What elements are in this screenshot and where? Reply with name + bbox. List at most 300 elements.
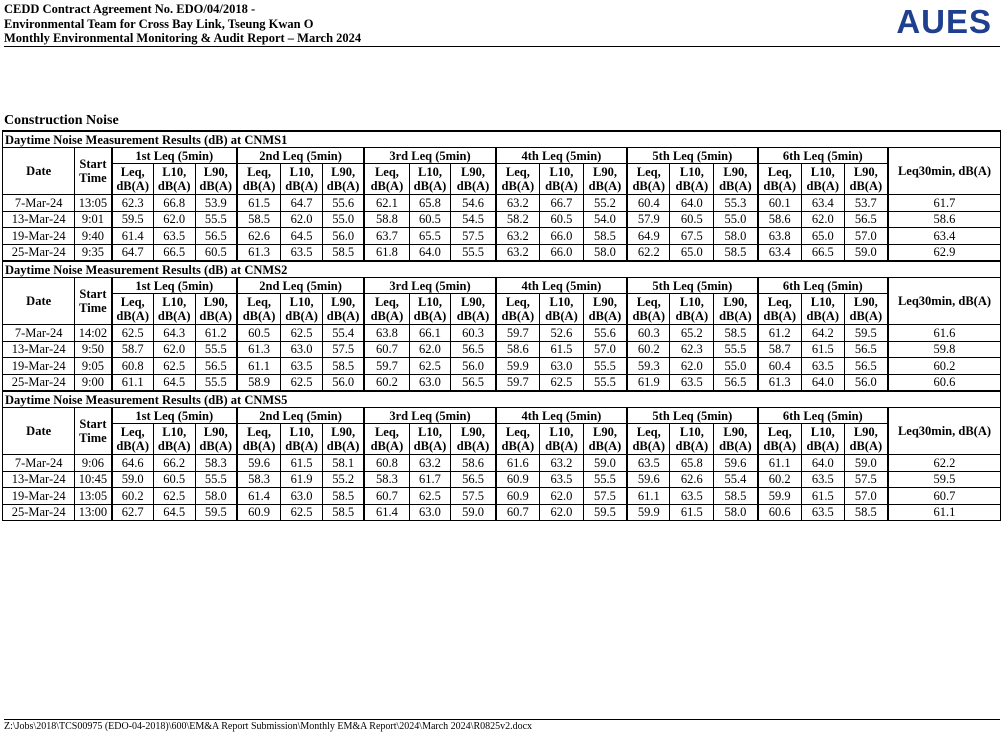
value-cell: 65.8 bbox=[670, 455, 714, 472]
sub-l10-header: L10, dB(A) bbox=[801, 424, 844, 455]
table-row bbox=[3, 504, 1001, 521]
value-cell: 60.9 bbox=[496, 471, 540, 488]
value-cell: 59.0 bbox=[583, 455, 627, 472]
value-cell: 60.9 bbox=[496, 488, 540, 505]
value-cell: 64.0 bbox=[801, 374, 844, 391]
value-cell: 66.5 bbox=[801, 244, 844, 261]
table-title-row bbox=[3, 131, 1001, 148]
value-cell: 61.1 bbox=[112, 374, 154, 391]
value-cell: 55.5 bbox=[451, 244, 496, 261]
time-cell: 9:00 bbox=[75, 374, 112, 391]
date-header: Date bbox=[3, 408, 75, 455]
sub-leq-header: Leq, dB(A) bbox=[364, 424, 409, 455]
value-cell: 59.5 bbox=[844, 325, 888, 342]
value-cell: 59.6 bbox=[627, 471, 670, 488]
sub-l90-header: L90, dB(A) bbox=[322, 164, 364, 195]
value-cell: 65.5 bbox=[409, 228, 451, 245]
sub-l10-header: L10, dB(A) bbox=[409, 294, 451, 325]
leq-group-header: 3rd Leq (5min) bbox=[364, 148, 495, 164]
leq30-cell: 61.1 bbox=[888, 504, 1001, 521]
value-cell: 61.5 bbox=[801, 488, 844, 505]
value-cell: 61.4 bbox=[364, 504, 409, 521]
sub-l10-header: L10, dB(A) bbox=[153, 424, 195, 455]
value-cell: 60.8 bbox=[112, 358, 154, 375]
value-cell: 64.7 bbox=[112, 244, 154, 261]
value-cell: 61.5 bbox=[237, 195, 281, 212]
value-cell: 63.0 bbox=[281, 488, 323, 505]
value-cell: 63.2 bbox=[409, 455, 451, 472]
sub-header-row bbox=[3, 424, 1001, 455]
leq30-cell: 60.6 bbox=[888, 374, 1001, 391]
value-cell: 58.3 bbox=[364, 471, 409, 488]
sub-leq-header: Leq, dB(A) bbox=[237, 164, 281, 195]
sub-l10-header: L10, dB(A) bbox=[670, 164, 714, 195]
leq30-cell: 61.7 bbox=[888, 195, 1001, 212]
section-title: Construction Noise bbox=[4, 113, 119, 128]
table-title: Daytime Noise Measurement Results (dB) at CNMS5 bbox=[3, 391, 1001, 408]
value-cell: 62.0 bbox=[540, 504, 584, 521]
value-cell: 60.7 bbox=[364, 341, 409, 358]
table-row bbox=[3, 244, 1001, 261]
value-cell: 63.8 bbox=[758, 228, 802, 245]
value-cell: 56.0 bbox=[322, 374, 364, 391]
value-cell: 56.5 bbox=[844, 341, 888, 358]
value-cell: 61.3 bbox=[237, 244, 281, 261]
start-time-header: Start Time bbox=[75, 148, 112, 195]
leq-group-header: 6th Leq (5min) bbox=[758, 148, 888, 164]
sub-l10-header: L10, dB(A) bbox=[670, 424, 714, 455]
sub-leq-header: Leq, dB(A) bbox=[496, 424, 540, 455]
value-cell: 58.7 bbox=[112, 341, 154, 358]
leq-group-header: 2nd Leq (5min) bbox=[237, 408, 364, 424]
table-row bbox=[3, 488, 1001, 505]
table-row bbox=[3, 195, 1001, 212]
value-cell: 60.2 bbox=[112, 488, 154, 505]
sub-l10-header: L10, dB(A) bbox=[540, 164, 584, 195]
value-cell: 60.3 bbox=[451, 325, 496, 342]
value-cell: 59.7 bbox=[496, 325, 540, 342]
value-cell: 58.5 bbox=[714, 488, 758, 505]
value-cell: 55.5 bbox=[195, 211, 237, 228]
header-line-report: Monthly Environmental Monitoring & Audit Report – March 2024 bbox=[4, 31, 362, 45]
value-cell: 63.5 bbox=[627, 455, 670, 472]
leq-group-header: 4th Leq (5min) bbox=[496, 148, 627, 164]
header-row bbox=[3, 148, 1001, 164]
value-cell: 59.0 bbox=[451, 504, 496, 521]
sub-l10-header: L10, dB(A) bbox=[409, 164, 451, 195]
value-cell: 63.0 bbox=[409, 504, 451, 521]
date-cell: 7-Mar-24 bbox=[3, 195, 75, 212]
value-cell: 61.5 bbox=[281, 455, 323, 472]
value-cell: 66.1 bbox=[409, 325, 451, 342]
sub-leq-header: Leq, dB(A) bbox=[627, 164, 670, 195]
sub-l10-header: L10, dB(A) bbox=[281, 424, 323, 455]
value-cell: 56.0 bbox=[451, 358, 496, 375]
table-row bbox=[3, 228, 1001, 245]
value-cell: 59.9 bbox=[758, 488, 802, 505]
sub-l10-header: L10, dB(A) bbox=[540, 424, 584, 455]
value-cell: 63.4 bbox=[758, 244, 802, 261]
value-cell: 63.5 bbox=[801, 471, 844, 488]
value-cell: 64.2 bbox=[801, 325, 844, 342]
sub-l90-header: L90, dB(A) bbox=[322, 294, 364, 325]
value-cell: 57.0 bbox=[583, 341, 627, 358]
value-cell: 60.4 bbox=[627, 195, 670, 212]
sub-leq-header: Leq, dB(A) bbox=[237, 424, 281, 455]
value-cell: 58.6 bbox=[496, 341, 540, 358]
sub-l90-header: L90, dB(A) bbox=[451, 424, 496, 455]
leq30-cell: 59.5 bbox=[888, 471, 1001, 488]
value-cell: 61.7 bbox=[409, 471, 451, 488]
sub-l90-header: L90, dB(A) bbox=[714, 294, 758, 325]
value-cell: 55.4 bbox=[714, 471, 758, 488]
sub-leq-header: Leq, dB(A) bbox=[758, 294, 802, 325]
time-cell: 9:40 bbox=[75, 228, 112, 245]
value-cell: 62.0 bbox=[540, 488, 584, 505]
value-cell: 57.9 bbox=[627, 211, 670, 228]
sub-l10-header: L10, dB(A) bbox=[670, 294, 714, 325]
sub-leq-header: Leq, dB(A) bbox=[112, 164, 154, 195]
leq30-cell: 60.2 bbox=[888, 358, 1001, 375]
value-cell: 64.5 bbox=[153, 374, 195, 391]
value-cell: 63.0 bbox=[540, 358, 584, 375]
leq30-cell: 62.9 bbox=[888, 244, 1001, 261]
sub-leq-header: Leq, dB(A) bbox=[364, 164, 409, 195]
value-cell: 60.2 bbox=[627, 341, 670, 358]
sub-leq-header: Leq, dB(A) bbox=[112, 424, 154, 455]
value-cell: 60.1 bbox=[758, 195, 802, 212]
value-cell: 53.9 bbox=[195, 195, 237, 212]
date-cell: 7-Mar-24 bbox=[3, 325, 75, 342]
value-cell: 58.0 bbox=[714, 504, 758, 521]
value-cell: 61.1 bbox=[627, 488, 670, 505]
sub-l90-header: L90, dB(A) bbox=[583, 424, 627, 455]
value-cell: 57.5 bbox=[322, 341, 364, 358]
table-title: Daytime Noise Measurement Results (dB) at CNMS2 bbox=[3, 261, 1001, 278]
value-cell: 62.0 bbox=[153, 341, 195, 358]
sub-l90-header: L90, dB(A) bbox=[451, 164, 496, 195]
leq30-header: Leq30min, dB(A) bbox=[888, 148, 1001, 195]
value-cell: 61.4 bbox=[112, 228, 154, 245]
value-cell: 54.0 bbox=[583, 211, 627, 228]
sub-leq-header: Leq, dB(A) bbox=[758, 424, 802, 455]
value-cell: 59.5 bbox=[583, 504, 627, 521]
value-cell: 58.5 bbox=[237, 211, 281, 228]
leq30-cell: 61.6 bbox=[888, 325, 1001, 342]
value-cell: 64.0 bbox=[670, 195, 714, 212]
value-cell: 56.5 bbox=[451, 374, 496, 391]
leq30-header: Leq30min, dB(A) bbox=[888, 278, 1001, 325]
value-cell: 63.5 bbox=[281, 244, 323, 261]
time-cell: 9:50 bbox=[75, 341, 112, 358]
value-cell: 60.8 bbox=[364, 455, 409, 472]
value-cell: 61.1 bbox=[237, 358, 281, 375]
time-cell: 13:05 bbox=[75, 195, 112, 212]
header-line-team: Environmental Team for Cross Bay Link, Tseung Kwan O bbox=[4, 16, 314, 31]
value-cell: 55.2 bbox=[583, 195, 627, 212]
start-time-header: Start Time bbox=[75, 278, 112, 325]
table-row bbox=[3, 374, 1001, 391]
value-cell: 59.5 bbox=[112, 211, 154, 228]
value-cell: 57.5 bbox=[583, 488, 627, 505]
value-cell: 59.7 bbox=[496, 374, 540, 391]
value-cell: 62.0 bbox=[281, 211, 323, 228]
value-cell: 55.6 bbox=[322, 195, 364, 212]
value-cell: 60.4 bbox=[758, 358, 802, 375]
value-cell: 63.8 bbox=[364, 325, 409, 342]
sub-l10-header: L10, dB(A) bbox=[801, 294, 844, 325]
leq-group-header: 5th Leq (5min) bbox=[627, 408, 757, 424]
value-cell: 59.7 bbox=[364, 358, 409, 375]
header-row bbox=[3, 278, 1001, 294]
value-cell: 56.5 bbox=[714, 374, 758, 391]
value-cell: 60.2 bbox=[364, 374, 409, 391]
sub-leq-header: Leq, dB(A) bbox=[237, 294, 281, 325]
value-cell: 62.5 bbox=[153, 488, 195, 505]
value-cell: 60.7 bbox=[364, 488, 409, 505]
value-cell: 54.6 bbox=[451, 195, 496, 212]
value-cell: 66.0 bbox=[540, 244, 584, 261]
value-cell: 64.0 bbox=[409, 244, 451, 261]
value-cell: 62.5 bbox=[409, 358, 451, 375]
value-cell: 64.5 bbox=[153, 504, 195, 521]
value-cell: 61.9 bbox=[627, 374, 670, 391]
time-cell: 10:45 bbox=[75, 471, 112, 488]
value-cell: 60.5 bbox=[409, 211, 451, 228]
sub-l10-header: L10, dB(A) bbox=[409, 424, 451, 455]
sub-leq-header: Leq, dB(A) bbox=[627, 424, 670, 455]
value-cell: 59.9 bbox=[496, 358, 540, 375]
value-cell: 62.3 bbox=[670, 341, 714, 358]
leq-group-header: 5th Leq (5min) bbox=[627, 148, 757, 164]
sub-l10-header: L10, dB(A) bbox=[153, 294, 195, 325]
sub-l90-header: L90, dB(A) bbox=[195, 294, 237, 325]
page-header bbox=[4, 2, 1000, 47]
value-cell: 59.9 bbox=[627, 504, 670, 521]
value-cell: 55.5 bbox=[583, 374, 627, 391]
value-cell: 62.5 bbox=[540, 374, 584, 391]
value-cell: 62.5 bbox=[409, 488, 451, 505]
value-cell: 58.5 bbox=[844, 504, 888, 521]
value-cell: 62.1 bbox=[364, 195, 409, 212]
noise-tables bbox=[2, 130, 1001, 521]
table-title: Daytime Noise Measurement Results (dB) at CNMS1 bbox=[3, 131, 1001, 148]
sub-header-row bbox=[3, 294, 1001, 325]
sub-l10-header: L10, dB(A) bbox=[281, 294, 323, 325]
time-cell: 9:01 bbox=[75, 211, 112, 228]
value-cell: 61.2 bbox=[758, 325, 802, 342]
value-cell: 66.0 bbox=[540, 228, 584, 245]
value-cell: 66.8 bbox=[153, 195, 195, 212]
leq-group-header: 1st Leq (5min) bbox=[112, 148, 237, 164]
value-cell: 61.9 bbox=[281, 471, 323, 488]
value-cell: 56.5 bbox=[844, 358, 888, 375]
value-cell: 67.5 bbox=[670, 228, 714, 245]
value-cell: 58.5 bbox=[322, 358, 364, 375]
time-cell: 13:00 bbox=[75, 504, 112, 521]
time-cell: 9:35 bbox=[75, 244, 112, 261]
sub-l90-header: L90, dB(A) bbox=[583, 164, 627, 195]
value-cell: 61.5 bbox=[540, 341, 584, 358]
value-cell: 62.6 bbox=[670, 471, 714, 488]
date-cell: 19-Mar-24 bbox=[3, 228, 75, 245]
value-cell: 63.5 bbox=[670, 488, 714, 505]
value-cell: 58.0 bbox=[583, 244, 627, 261]
value-cell: 55.0 bbox=[714, 211, 758, 228]
value-cell: 64.6 bbox=[112, 455, 154, 472]
value-cell: 55.5 bbox=[195, 471, 237, 488]
value-cell: 58.5 bbox=[322, 244, 364, 261]
value-cell: 56.5 bbox=[451, 341, 496, 358]
value-cell: 60.3 bbox=[627, 325, 670, 342]
value-cell: 59.5 bbox=[195, 504, 237, 521]
value-cell: 63.2 bbox=[496, 195, 540, 212]
date-cell: 25-Mar-24 bbox=[3, 504, 75, 521]
value-cell: 56.0 bbox=[322, 228, 364, 245]
sub-leq-header: Leq, dB(A) bbox=[496, 164, 540, 195]
value-cell: 58.1 bbox=[322, 455, 364, 472]
value-cell: 63.5 bbox=[153, 228, 195, 245]
time-cell: 9:05 bbox=[75, 358, 112, 375]
value-cell: 61.1 bbox=[758, 455, 802, 472]
value-cell: 55.0 bbox=[322, 211, 364, 228]
value-cell: 61.5 bbox=[670, 504, 714, 521]
value-cell: 55.4 bbox=[322, 325, 364, 342]
leq-group-header: 5th Leq (5min) bbox=[627, 278, 757, 294]
value-cell: 61.8 bbox=[364, 244, 409, 261]
value-cell: 60.9 bbox=[237, 504, 281, 521]
value-cell: 66.2 bbox=[153, 455, 195, 472]
value-cell: 63.2 bbox=[496, 244, 540, 261]
value-cell: 63.5 bbox=[540, 471, 584, 488]
value-cell: 62.5 bbox=[153, 358, 195, 375]
value-cell: 59.6 bbox=[237, 455, 281, 472]
value-cell: 56.0 bbox=[844, 374, 888, 391]
value-cell: 56.5 bbox=[451, 471, 496, 488]
sub-l90-header: L90, dB(A) bbox=[322, 424, 364, 455]
sub-l90-header: L90, dB(A) bbox=[844, 164, 888, 195]
table-title-row bbox=[3, 261, 1001, 278]
value-cell: 55.0 bbox=[714, 358, 758, 375]
table-row bbox=[3, 455, 1001, 472]
value-cell: 59.6 bbox=[714, 455, 758, 472]
sub-leq-header: Leq, dB(A) bbox=[758, 164, 802, 195]
value-cell: 63.5 bbox=[281, 358, 323, 375]
value-cell: 58.5 bbox=[583, 228, 627, 245]
value-cell: 64.7 bbox=[281, 195, 323, 212]
value-cell: 58.0 bbox=[195, 488, 237, 505]
aues-logo: AUES bbox=[896, 3, 992, 40]
value-cell: 65.8 bbox=[409, 195, 451, 212]
table-row bbox=[3, 358, 1001, 375]
value-cell: 58.6 bbox=[451, 455, 496, 472]
value-cell: 63.0 bbox=[281, 341, 323, 358]
date-cell: 25-Mar-24 bbox=[3, 244, 75, 261]
value-cell: 58.5 bbox=[714, 244, 758, 261]
value-cell: 61.2 bbox=[195, 325, 237, 342]
value-cell: 62.5 bbox=[281, 374, 323, 391]
header-row bbox=[3, 408, 1001, 424]
value-cell: 62.5 bbox=[112, 325, 154, 342]
value-cell: 61.6 bbox=[496, 455, 540, 472]
value-cell: 64.5 bbox=[281, 228, 323, 245]
value-cell: 57.0 bbox=[844, 488, 888, 505]
value-cell: 57.5 bbox=[451, 488, 496, 505]
value-cell: 62.3 bbox=[112, 195, 154, 212]
sub-leq-header: Leq, dB(A) bbox=[496, 294, 540, 325]
value-cell: 55.5 bbox=[714, 341, 758, 358]
time-cell: 14:02 bbox=[75, 325, 112, 342]
table-row bbox=[3, 211, 1001, 228]
value-cell: 65.0 bbox=[801, 228, 844, 245]
sub-leq-header: Leq, dB(A) bbox=[627, 294, 670, 325]
value-cell: 64.3 bbox=[153, 325, 195, 342]
value-cell: 65.0 bbox=[670, 244, 714, 261]
value-cell: 58.3 bbox=[237, 471, 281, 488]
sub-l90-header: L90, dB(A) bbox=[714, 424, 758, 455]
value-cell: 58.9 bbox=[237, 374, 281, 391]
table-title-row bbox=[3, 391, 1001, 408]
value-cell: 60.5 bbox=[195, 244, 237, 261]
date-cell: 25-Mar-24 bbox=[3, 374, 75, 391]
value-cell: 58.0 bbox=[714, 228, 758, 245]
value-cell: 54.5 bbox=[451, 211, 496, 228]
value-cell: 62.0 bbox=[153, 211, 195, 228]
leq-group-header: 2nd Leq (5min) bbox=[237, 148, 364, 164]
date-cell: 19-Mar-24 bbox=[3, 358, 75, 375]
value-cell: 55.5 bbox=[583, 471, 627, 488]
value-cell: 62.7 bbox=[112, 504, 154, 521]
value-cell: 63.2 bbox=[540, 455, 584, 472]
value-cell: 63.5 bbox=[801, 504, 844, 521]
value-cell: 63.5 bbox=[670, 374, 714, 391]
leq-group-header: 3rd Leq (5min) bbox=[364, 408, 495, 424]
value-cell: 55.5 bbox=[195, 341, 237, 358]
value-cell: 56.5 bbox=[195, 358, 237, 375]
value-cell: 62.2 bbox=[627, 244, 670, 261]
value-cell: 55.2 bbox=[322, 471, 364, 488]
value-cell: 61.5 bbox=[801, 341, 844, 358]
date-header: Date bbox=[3, 148, 75, 195]
table-row bbox=[3, 341, 1001, 358]
value-cell: 57.0 bbox=[844, 228, 888, 245]
value-cell: 58.3 bbox=[195, 455, 237, 472]
sub-l90-header: L90, dB(A) bbox=[583, 294, 627, 325]
leq30-header: Leq30min, dB(A) bbox=[888, 408, 1001, 455]
value-cell: 58.8 bbox=[364, 211, 409, 228]
value-cell: 61.3 bbox=[758, 374, 802, 391]
footer-file-path: Z:\Jobs\2018\TCS00975 (EDO-04-2018)\600\EM&A Report Submission\Monthly EM&A Report\2024\March 2024\R0825v2.docx bbox=[4, 719, 1000, 733]
value-cell: 59.0 bbox=[844, 455, 888, 472]
value-cell: 52.6 bbox=[540, 325, 584, 342]
value-cell: 61.4 bbox=[237, 488, 281, 505]
value-cell: 57.5 bbox=[844, 471, 888, 488]
leq-group-header: 6th Leq (5min) bbox=[758, 278, 888, 294]
date-header: Date bbox=[3, 278, 75, 325]
value-cell: 66.5 bbox=[153, 244, 195, 261]
value-cell: 59.0 bbox=[844, 244, 888, 261]
value-cell: 58.5 bbox=[714, 325, 758, 342]
value-cell: 53.7 bbox=[844, 195, 888, 212]
header-line-contract: CEDD Contract Agreement No. EDO/04/2018 - bbox=[4, 2, 256, 16]
value-cell: 60.6 bbox=[758, 504, 802, 521]
value-cell: 62.0 bbox=[409, 341, 451, 358]
value-cell: 55.3 bbox=[714, 195, 758, 212]
value-cell: 55.5 bbox=[583, 358, 627, 375]
value-cell: 56.5 bbox=[844, 211, 888, 228]
noise-measurement-table bbox=[2, 130, 1001, 521]
value-cell: 62.0 bbox=[670, 358, 714, 375]
